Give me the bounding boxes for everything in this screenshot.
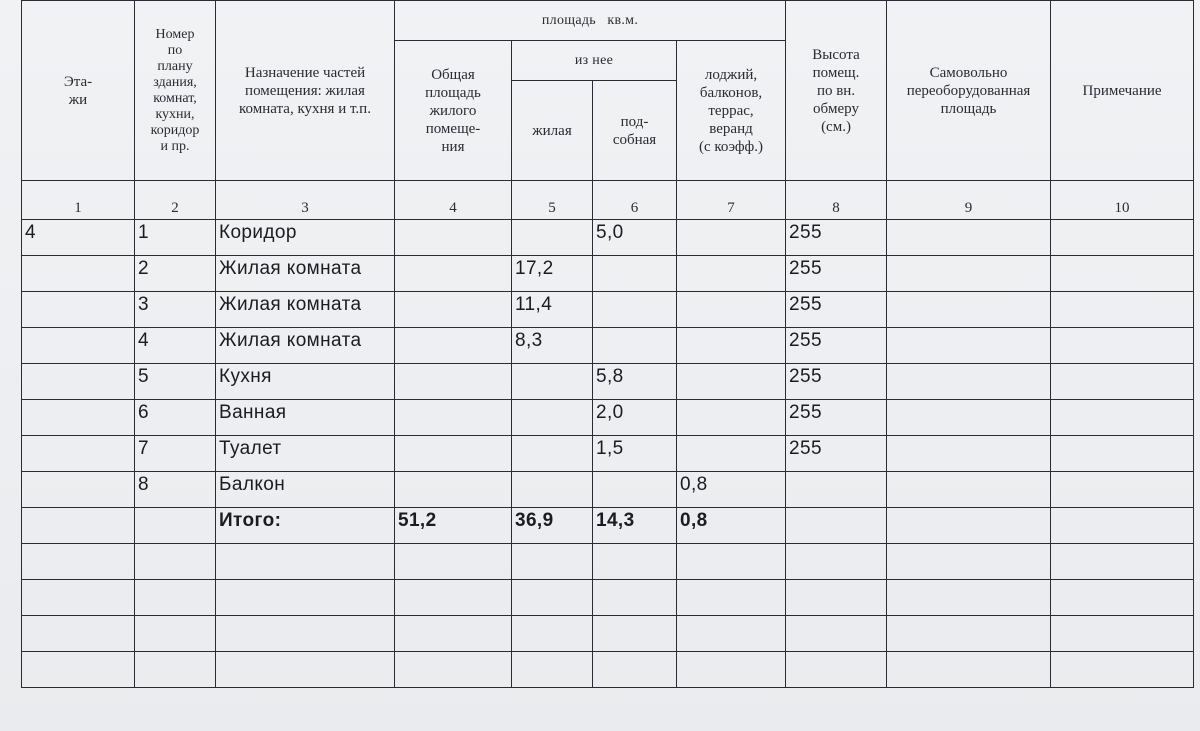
column-number: 6 — [593, 181, 677, 220]
cell-note — [1051, 436, 1194, 472]
cell-height: 255 — [786, 436, 887, 472]
total-living-sum: 36,9 — [512, 508, 593, 544]
cell-room-number: 7 — [135, 436, 216, 472]
cell-room-number: 6 — [135, 400, 216, 436]
header-total-area: Общая площадь жилого помеще- ния — [395, 41, 512, 181]
cell-purpose: Жилая комната — [216, 328, 395, 364]
cell-height: 255 — [786, 256, 887, 292]
cell-note — [1051, 256, 1194, 292]
header-purpose: Назначение частей помещения: жилая комната, кухня и т.п. — [216, 1, 395, 181]
total-area-sum: 51,2 — [395, 508, 512, 544]
cell-height — [786, 508, 887, 544]
cell-total-area — [395, 328, 512, 364]
header-height: Высота помещ. по вн. обмеру (см.) — [786, 1, 887, 181]
cell-note — [1051, 400, 1194, 436]
column-number: 10 — [1051, 181, 1194, 220]
cell-living-area: 11,4 — [512, 292, 593, 328]
cell-room-number: 3 — [135, 292, 216, 328]
cell-living-area — [512, 436, 593, 472]
cell-room-number: 4 — [135, 328, 216, 364]
cell-floor — [22, 472, 135, 508]
cell-room-number: 8 — [135, 472, 216, 508]
cell-auxiliary-area — [593, 256, 677, 292]
table-row — [22, 292, 1194, 328]
cell-living-area — [512, 472, 593, 508]
empty-row — [22, 544, 1194, 580]
empty-row — [22, 616, 1194, 652]
cell-height: 255 — [786, 292, 887, 328]
cell-note — [1051, 364, 1194, 400]
header-area-group: площадь кв.м. — [395, 1, 786, 41]
cell-converted — [887, 256, 1051, 292]
column-number: 1 — [22, 181, 135, 220]
empty-row — [22, 580, 1194, 616]
cell-converted — [887, 364, 1051, 400]
cell-room-number — [135, 508, 216, 544]
cell-total-area — [395, 400, 512, 436]
cell-room-number: 5 — [135, 364, 216, 400]
cell-note — [1051, 220, 1194, 256]
column-number: 2 — [135, 181, 216, 220]
cell-purpose: Кухня — [216, 364, 395, 400]
cell-loggia-area — [677, 364, 786, 400]
cell-auxiliary-area — [593, 472, 677, 508]
cell-auxiliary-area: 2,0 — [593, 400, 677, 436]
cell-loggia-area — [677, 328, 786, 364]
cell-total-area — [395, 472, 512, 508]
cell-auxiliary-area: 5,8 — [593, 364, 677, 400]
cell-loggia-area — [677, 436, 786, 472]
total-label: Итого: — [216, 508, 395, 544]
cell-loggia-area — [677, 220, 786, 256]
cell-converted — [887, 400, 1051, 436]
cell-height: 255 — [786, 364, 887, 400]
cell-total-area — [395, 364, 512, 400]
cell-living-area: 17,2 — [512, 256, 593, 292]
cell-floor — [22, 364, 135, 400]
total-row — [22, 508, 1194, 544]
table-row — [22, 220, 1194, 256]
cell-height: 255 — [786, 328, 887, 364]
table-row — [22, 400, 1194, 436]
cell-total-area — [395, 220, 512, 256]
cell-floor — [22, 292, 135, 328]
header-loggias: лоджий, балконов, террас, веранд (с коэфф.) — [677, 41, 786, 181]
empty-row — [22, 652, 1194, 688]
cell-height: 255 — [786, 400, 887, 436]
cell-height — [786, 472, 887, 508]
cell-auxiliary-area: 5,0 — [593, 220, 677, 256]
table-row — [22, 472, 1194, 508]
cell-note — [1051, 508, 1194, 544]
cell-living-area: 8,3 — [512, 328, 593, 364]
cell-living-area — [512, 364, 593, 400]
cell-floor — [22, 508, 135, 544]
cell-height: 255 — [786, 220, 887, 256]
cell-purpose: Туалет — [216, 436, 395, 472]
cell-floor — [22, 400, 135, 436]
cell-floor — [22, 256, 135, 292]
column-number: 9 — [887, 181, 1051, 220]
total-auxiliary-sum: 14,3 — [593, 508, 677, 544]
cell-auxiliary-area — [593, 328, 677, 364]
cell-note — [1051, 328, 1194, 364]
table-row — [22, 436, 1194, 472]
cell-converted — [887, 292, 1051, 328]
cell-converted — [887, 508, 1051, 544]
cell-loggia-area — [677, 400, 786, 436]
total-loggia-sum: 0,8 — [677, 508, 786, 544]
column-number: 8 — [786, 181, 887, 220]
cell-purpose: Ванная — [216, 400, 395, 436]
header-of-which: из нее — [512, 41, 677, 81]
cell-auxiliary-area — [593, 292, 677, 328]
cell-floor — [22, 436, 135, 472]
cell-total-area — [395, 292, 512, 328]
table-row — [22, 328, 1194, 364]
cell-note — [1051, 472, 1194, 508]
header-floors: Эта- жи — [22, 1, 135, 181]
header-converted-area: Самовольно переоборудованная площадь — [887, 1, 1051, 181]
cell-purpose: Жилая комната — [216, 256, 395, 292]
cell-loggia-area — [677, 256, 786, 292]
cell-room-number: 2 — [135, 256, 216, 292]
column-number: 4 — [395, 181, 512, 220]
cell-converted — [887, 220, 1051, 256]
cell-converted — [887, 472, 1051, 508]
cell-room-number: 1 — [135, 220, 216, 256]
cell-converted — [887, 436, 1051, 472]
header-room-number: Номер по плану здания, комнат, кухни, коридор и пр. — [135, 1, 216, 181]
cell-total-area — [395, 256, 512, 292]
table-row — [22, 256, 1194, 292]
cell-loggia-area: 0,8 — [677, 472, 786, 508]
header-notes: Примечание — [1051, 1, 1194, 181]
cell-purpose: Коридор — [216, 220, 395, 256]
cell-floor — [22, 328, 135, 364]
cell-purpose: Жилая комната — [216, 292, 395, 328]
column-number: 7 — [677, 181, 786, 220]
cell-converted — [887, 328, 1051, 364]
header-living: жилая — [512, 81, 593, 181]
table-row — [22, 364, 1194, 400]
cell-living-area — [512, 400, 593, 436]
cell-floor: 4 — [22, 220, 135, 256]
rooms-table — [21, 0, 1194, 688]
cell-living-area — [512, 220, 593, 256]
header-auxiliary: под- собная — [593, 81, 677, 181]
cell-auxiliary-area: 1,5 — [593, 436, 677, 472]
column-number: 5 — [512, 181, 593, 220]
cell-purpose: Балкон — [216, 472, 395, 508]
cell-loggia-area — [677, 292, 786, 328]
cell-note — [1051, 292, 1194, 328]
column-number: 3 — [216, 181, 395, 220]
cell-total-area — [395, 436, 512, 472]
